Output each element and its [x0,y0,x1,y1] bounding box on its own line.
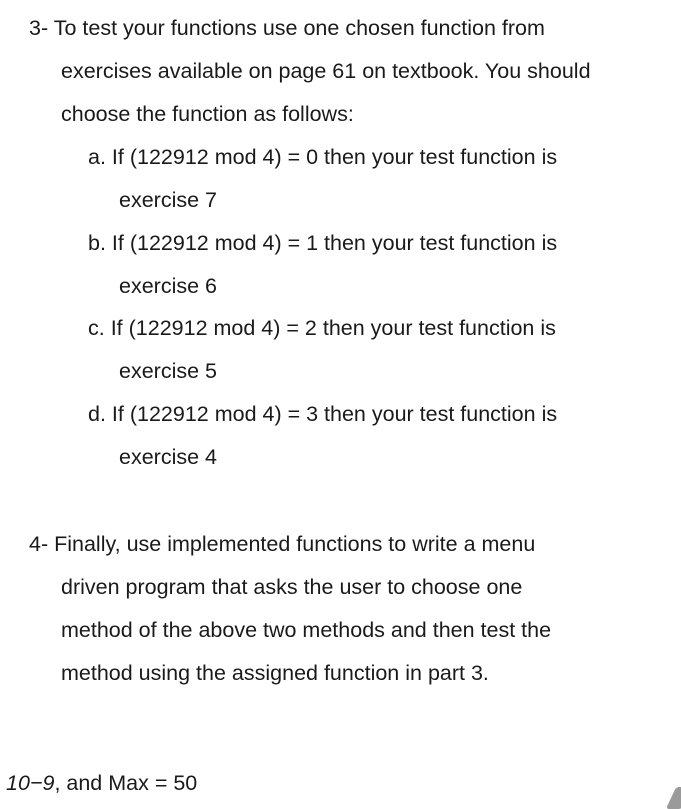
option-b-result: exercise 6 [119,274,217,298]
option-c-result: exercise 5 [119,359,217,383]
item4-line: method using the assigned function in part 3. [61,661,489,685]
item4-line: method of the above two methods and then test the [61,618,552,642]
item3-line: exercises available on page 61 on textbook. You should [61,59,591,83]
item4-line: 4- Finally, use implemented functions to write a menu [29,532,536,556]
page-corner-decoration [666,787,681,809]
item4-line: driven program that asks the user to choose one [61,575,523,599]
option-d-result: exercise 4 [119,445,217,469]
footer-line [6,771,197,796]
option-c-condition: c. If (122912 mod 4) = 2 then your test function is [88,316,556,340]
max-text: , and Max = 50 [54,771,198,795]
option-a-condition: a. If (122912 mod 4) = 0 then your test function is [88,145,558,169]
item3-line: 3- To test your functions use one chosen function from [29,16,545,40]
tolerance-value: 10−9 [6,771,55,795]
option-b-condition: b. If (122912 mod 4) = 1 then your test function is [88,231,558,255]
item3-line: choose the function as follows: [61,102,354,126]
option-d-condition: d. If (122912 mod 4) = 3 then your test function is [88,402,558,426]
option-a-result: exercise 7 [119,188,217,212]
